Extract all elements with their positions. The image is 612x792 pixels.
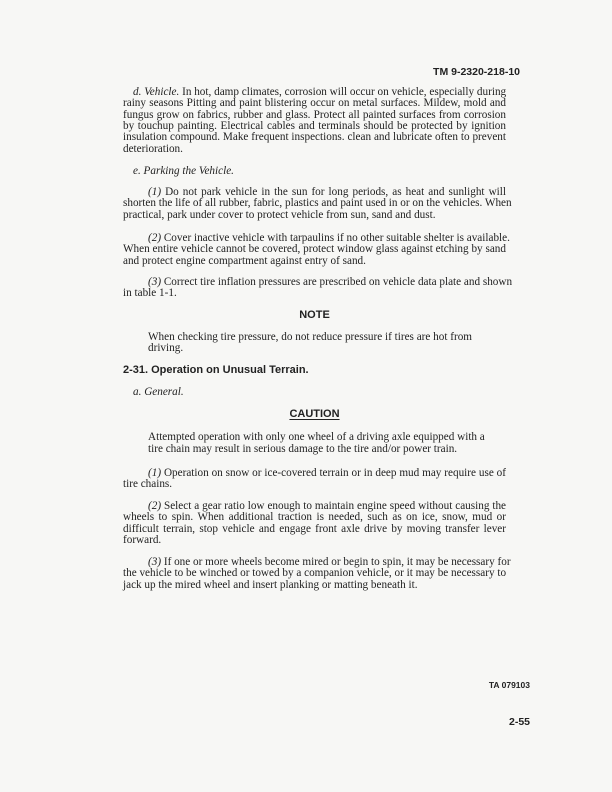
paragraph-line: When entire vehicle cannot be covered, protect window glass against etching by sand	[123, 243, 506, 256]
paragraph-label: (3)	[148, 276, 162, 288]
note-title: NOTE	[299, 309, 330, 321]
paragraph-line: (2) Cover inactive vehicle with tarpaulins if no other suitable shelter is available.	[148, 232, 510, 244]
paragraph-label: (1)	[148, 186, 162, 198]
paragraph-line: rainy seasons Pitting and paint blistering occur on metal surfaces. Mildew, mold and	[123, 97, 506, 110]
paragraph-label: d. Vehicle.	[133, 86, 180, 98]
paragraph-line: in table 1-1.	[123, 287, 177, 300]
paragraph-line: practical, park under cover to protect vehicle from sun, sand and dust.	[123, 208, 436, 221]
caution-line: tire chain may result in serious damage to the tire and/or power train.	[148, 443, 458, 455]
paragraph-line: d. Vehicle. In hot, damp climates, corrosion will occur on vehicle, especially during	[133, 86, 507, 98]
paragraph-label: (2)	[148, 500, 162, 512]
paragraph-line: (1) Operation on snow or ice-covered terrain or in deep mud may require use of	[148, 467, 506, 479]
paragraph-line: shorten the life of all rubber, fabric, plastics and paint used in or on the vehicles. When	[123, 197, 512, 210]
figure-reference: TA 079103	[488, 680, 530, 690]
paragraph-label: e. Parking the Vehicle.	[133, 165, 234, 177]
paragraph-line: wheels to spin. When additional traction is needed, such as on ice, snow, mud or	[123, 511, 506, 524]
page-number: 2-55	[508, 716, 530, 728]
paragraph-line: difficult terrain, stop vehicle and engage front axle drive by moving transfer lever	[123, 522, 506, 535]
paragraph-line: (2) Select a gear ratio low enough to maintain engine speed without causing the	[148, 500, 507, 512]
section-heading: 2-31. Operation on Unusual Terrain.	[123, 364, 309, 376]
paragraph-label: (2)	[148, 232, 162, 244]
paragraph-line: forward.	[123, 533, 162, 546]
note-line: When checking tire pressure, do not reduce pressure if tires are hot from	[148, 331, 473, 343]
paragraph-label: (1)	[148, 467, 162, 479]
paragraph-line: the vehicle to be winched or towed by a companion vehicle, or it may be necessary to	[123, 567, 507, 580]
paragraph-line: tire chains.	[123, 478, 173, 491]
paragraph-label: (3)	[148, 556, 162, 568]
caution-line: Attempted operation with only one wheel of a driving axle equipped with a	[148, 431, 485, 443]
paragraph-line: and protect engine compartment against entry of sand.	[123, 254, 366, 267]
paragraph-line	[133, 165, 234, 177]
paragraph-line: fungus grow on fabrics, rubber and glass. Protect all painted surfaces from corrosion	[123, 108, 506, 121]
paragraph-line: (3) Correct tire inflation pressures are prescribed on vehicle data plate and shown	[148, 276, 513, 288]
paragraph-line: deterioration.	[123, 142, 183, 155]
document-number: TM 9-2320-218-10	[433, 66, 520, 78]
subsection-label: a. General.	[133, 386, 184, 398]
paragraph-line: (1) Do not park vehicle in the sun for long periods, as heat and sunlight will	[148, 186, 506, 198]
paragraph-line: (3) If one or more wheels become mired or begin to spin, it may be necessary for	[148, 556, 511, 568]
note-line: driving.	[148, 342, 184, 354]
caution-title: CAUTION	[289, 408, 340, 420]
paragraph-line: by touchup painting. Electrical cables and terminals should be protected by ignition	[123, 119, 506, 132]
paragraph-line: insulation compound. Make frequent inspections. clean and lubricate often to prevent	[123, 131, 506, 144]
paragraph-line: jack up the mired wheel and insert planking or matting beneath it.	[123, 578, 418, 591]
